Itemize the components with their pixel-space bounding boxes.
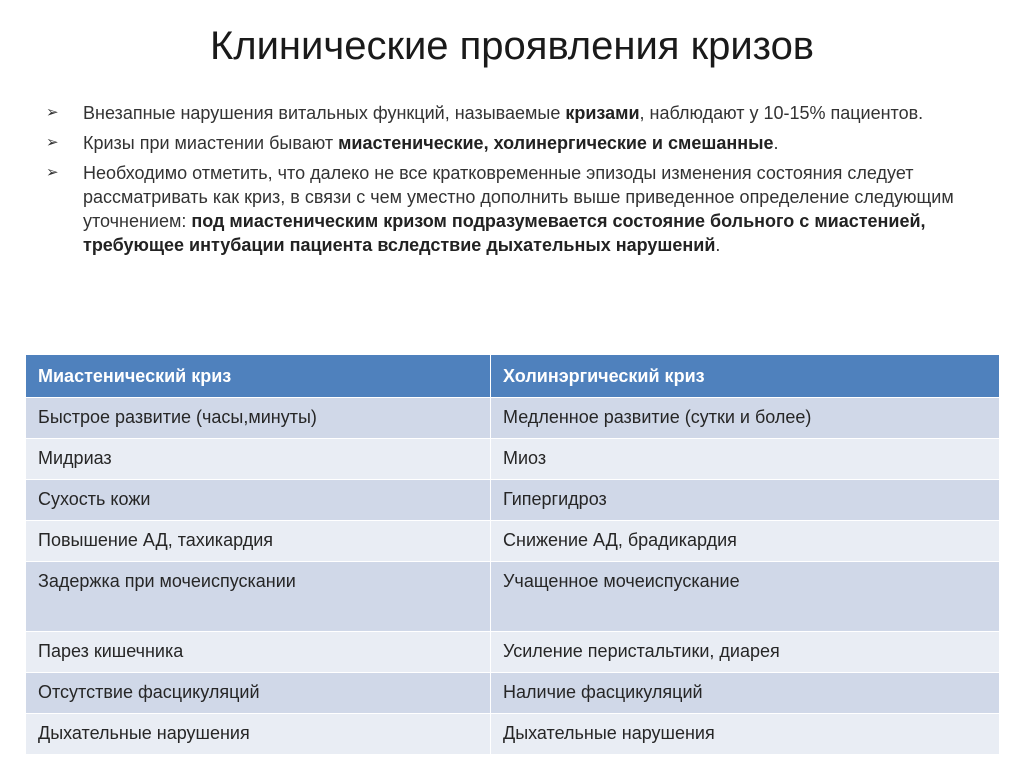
table-row <box>26 398 1000 439</box>
bullet-bold-text: миастенические, холинергические и смешанные <box>338 133 774 153</box>
cell-cholinergic: Снижение АД, брадикардия <box>491 521 1000 562</box>
table-body <box>26 398 1000 755</box>
bullet-text: . <box>773 133 779 153</box>
cell-myasthenic: Мидриаз <box>26 439 491 480</box>
cell-cholinergic: Учащенное мочеиспускание <box>491 562 1000 632</box>
bullet-bold-text: под миастеническим кризом подразумевается состояние больного с миастенией, требующее интубации пациента вследствие дыхательных нарушений <box>83 211 926 255</box>
table-row <box>26 562 1000 632</box>
cell-cholinergic: Гипергидроз <box>491 480 1000 521</box>
bullet-text: Необходимо отметить, что далеко не все кратковременные эпизоды изменения состояния следует рассматривать как криз, в связи с чем уместно дополнить выше приведенное определение следующим уточнением: <box>83 163 954 231</box>
cell-cholinergic: Медленное развитие (сутки и более) <box>491 398 1000 439</box>
bullet-bold-text: кризами <box>565 103 640 123</box>
arrow-bullet-icon: ➢ <box>46 104 59 121</box>
bullet-list <box>46 101 966 263</box>
bullet-text: , наблюдают у 10-15% пациентов. <box>639 103 924 123</box>
arrow-bullet-icon: ➢ <box>46 164 59 181</box>
table-row <box>26 632 1000 673</box>
table-row <box>26 480 1000 521</box>
cell-myasthenic: Сухость кожи <box>26 480 491 521</box>
table-row <box>26 714 1000 755</box>
column-header-cholinergic: Холинэргический криз <box>491 355 1000 398</box>
arrow-bullet-icon: ➢ <box>46 134 59 151</box>
table-row <box>26 521 1000 562</box>
table-row <box>26 673 1000 714</box>
cell-cholinergic: Миоз <box>491 439 1000 480</box>
cell-myasthenic: Дыхательные нарушения <box>26 714 491 755</box>
bullet-item <box>46 161 966 257</box>
cell-myasthenic: Повышение АД, тахикардия <box>26 521 491 562</box>
bullet-text: Внезапные нарушения витальных функций, называемые <box>83 103 566 123</box>
cell-myasthenic: Быстрое развитие (часы,минуты) <box>26 398 491 439</box>
cell-cholinergic: Наличие фасцикуляций <box>491 673 1000 714</box>
bullet-text: . <box>715 235 721 255</box>
bullet-item <box>46 101 966 125</box>
bullet-item <box>46 131 966 155</box>
comparison-table <box>25 354 1000 755</box>
slide-title: Клинические проявления кризов <box>209 24 815 68</box>
column-header-myasthenic: Миастенический криз <box>26 355 491 398</box>
cell-myasthenic: Парез кишечника <box>26 632 491 673</box>
cell-cholinergic: Усиление перистальтики, диарея <box>491 632 1000 673</box>
cell-myasthenic: Отсутствие фасцикуляций <box>26 673 491 714</box>
cell-myasthenic: Задержка при мочеиспускании <box>26 562 491 632</box>
table-row <box>26 439 1000 480</box>
cell-cholinergic: Дыхательные нарушения <box>491 714 1000 755</box>
table-header-row <box>26 355 1000 398</box>
bullet-text: Кризы при миастении бывают <box>83 133 339 153</box>
